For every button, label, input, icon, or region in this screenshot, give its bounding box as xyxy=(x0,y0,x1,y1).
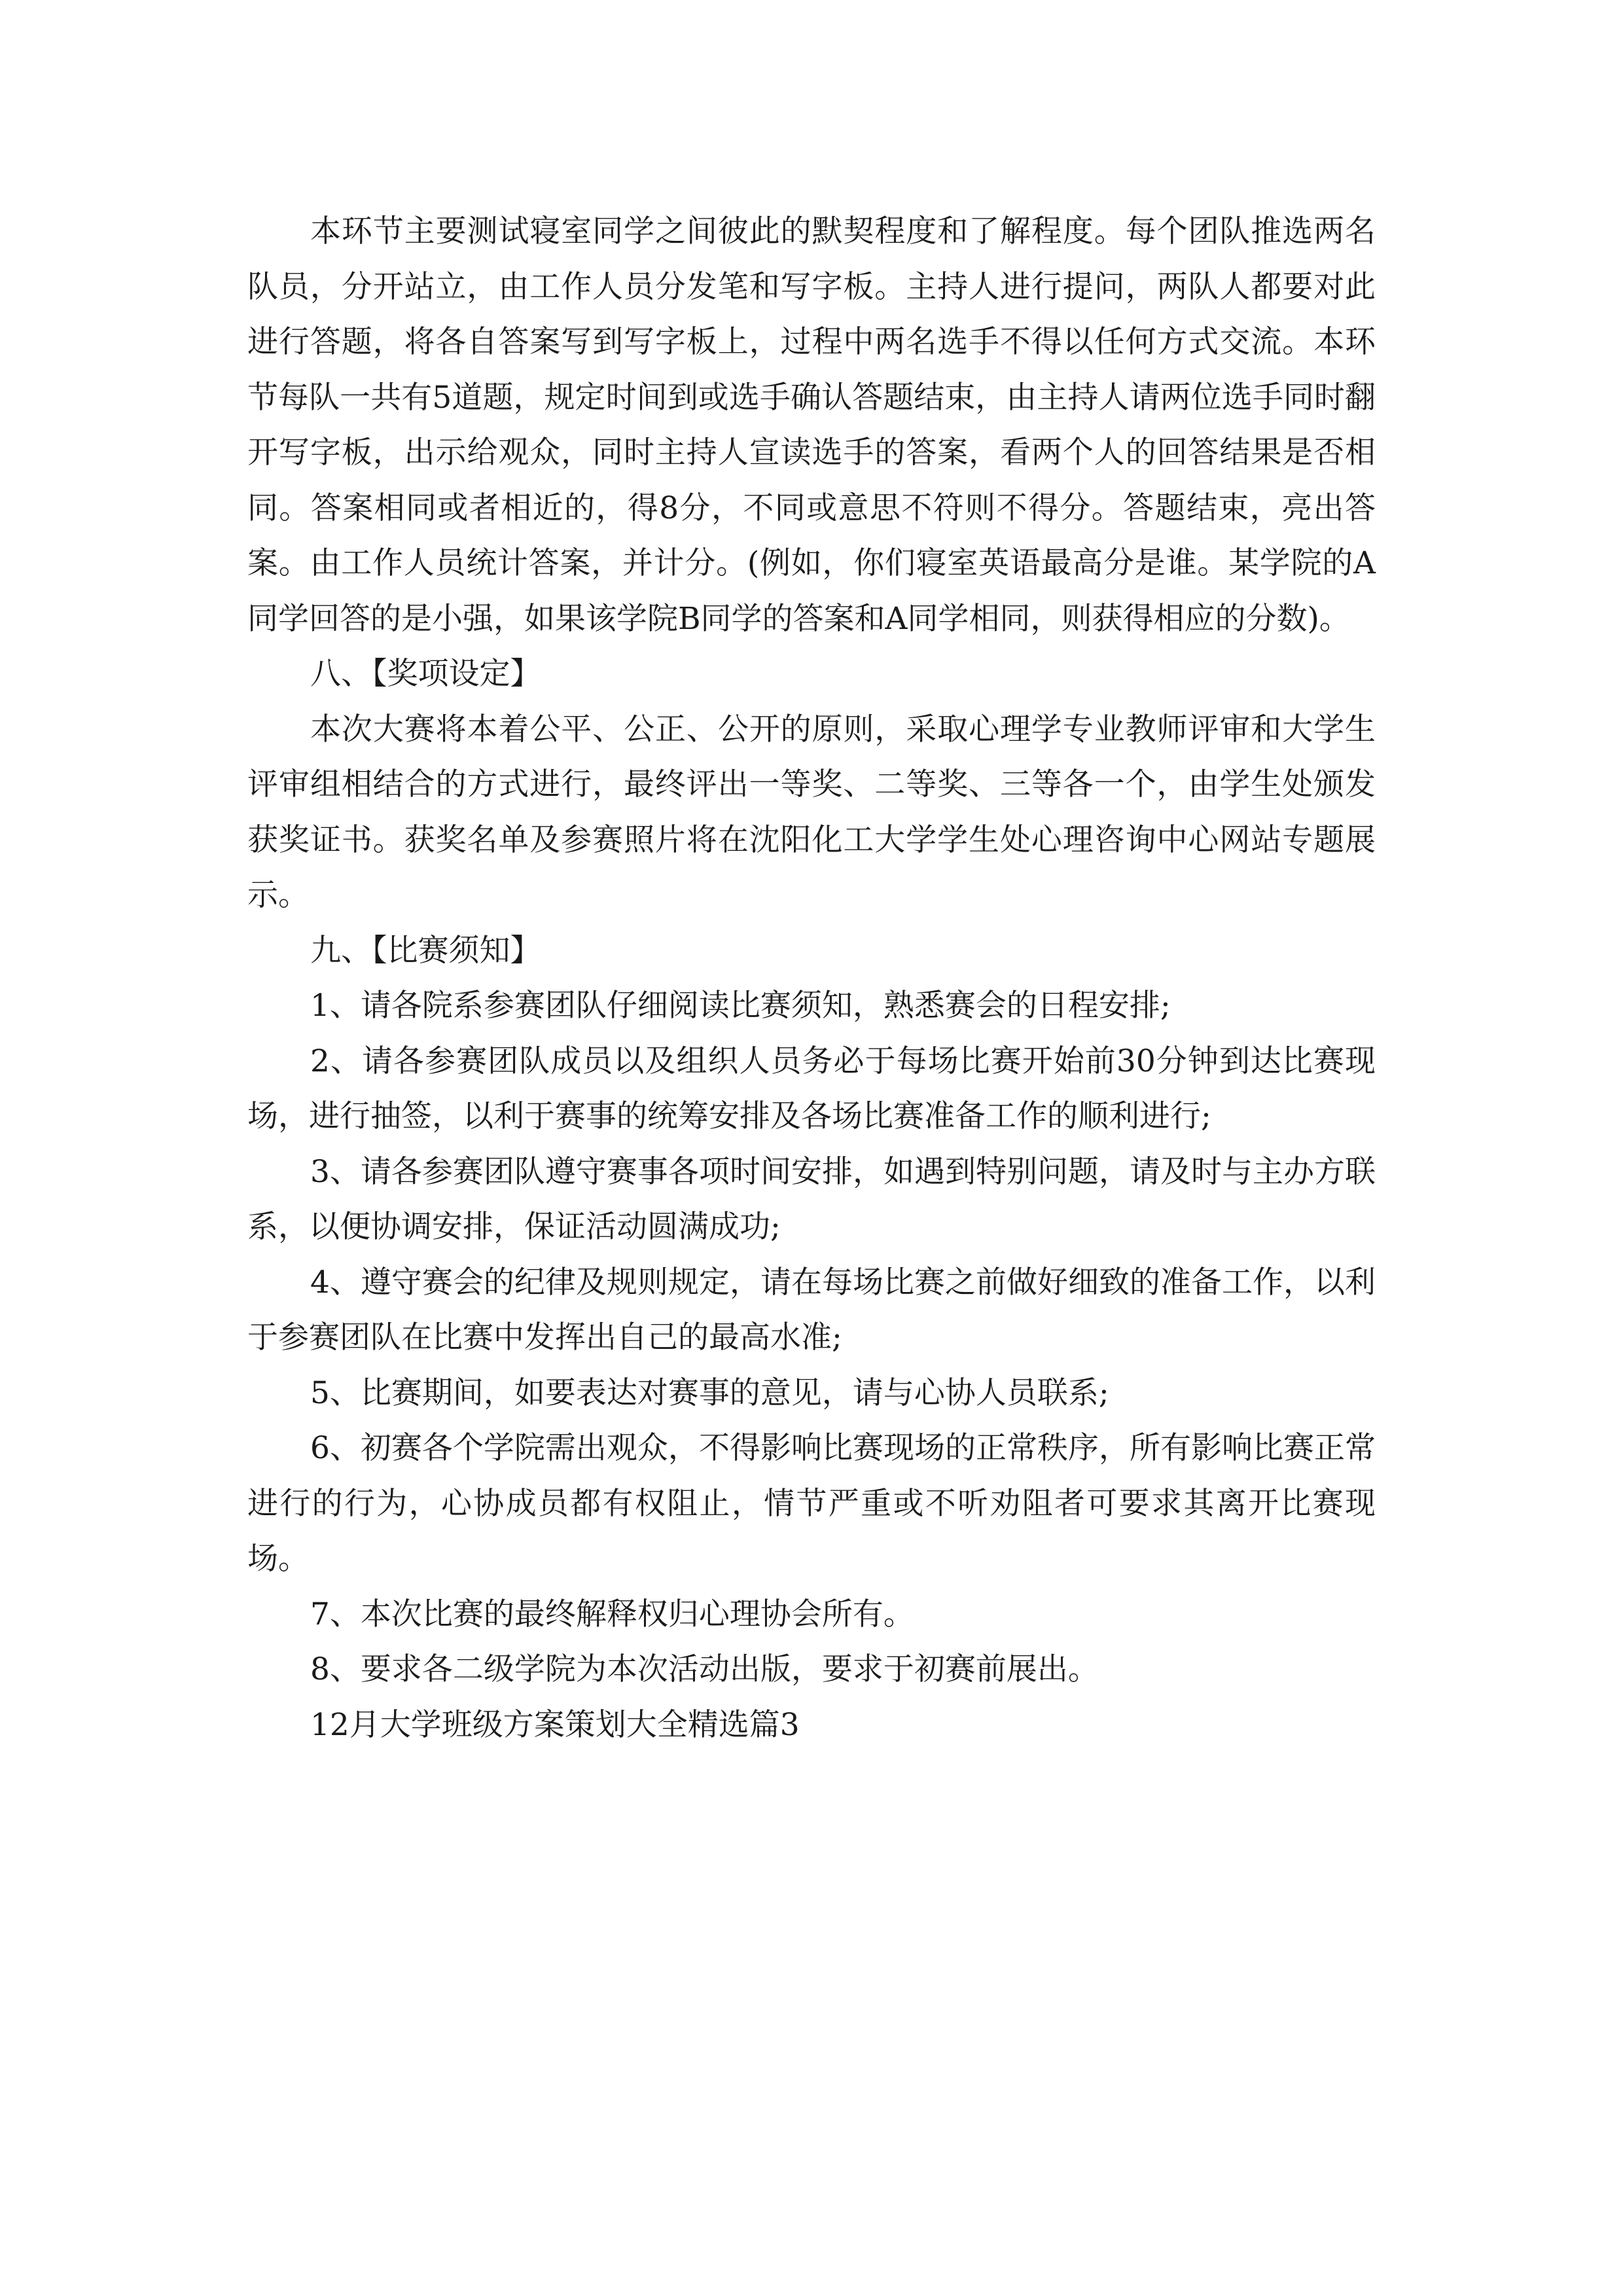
document-body xyxy=(247,204,1376,1753)
notice-item-3: 3、请各参赛团队遵守赛事各项时间安排，如遇到特别问题，请及时与主办方联系，以便协调安排，保证活动圆满成功; xyxy=(247,1153,1376,1245)
heading-awards: 八、【奖项设定】 xyxy=(310,656,541,692)
paragraph-tacit-understanding-rules: 本环节主要测试寝室同学之间彼此的默契程度和了解程度。每个团队推选两名队员，分开站立，由工作人员分发笔和写字板。主持人进行提问，两队人都要对此进行答题，将各自答案写到写字板上，过程中两名选手不得以任何方式交流。本环节每队一共有5道题，规定时间到或选手确认答题结束，由主持人请两位选手同时翻开写字板，出示给观众，同时主持人宣读选手的答案，看两个人的回答结果是否相同。答案相同或者相近的，得8分，不同或意思不符则不得分。答题结束，亮出答案。由工作人员统计答案，并计分。(例如，你们寝室英语最高分是谁。某学院的A同学回答的是小强，如果该学院B同学的答案和A同学相同，则获得相应的分数)。 xyxy=(247,213,1376,637)
notice-item-4: 4、遵守赛会的纪律及规则规定，请在每场比赛之前做好细致的准备工作，以利于参赛团队在比赛中发挥出自己的最高水准; xyxy=(247,1264,1376,1355)
notice-item-7: 7、本次比赛的最终解释权归心理协会所有。 xyxy=(310,1596,914,1632)
notice-item-2: 2、请各参赛团队成员以及组织人员务必于每场比赛开始前30分钟到达比赛现场，进行抽签，以利于赛事的统筹安排及各场比赛准备工作的顺利进行; xyxy=(247,1043,1376,1134)
notice-item-6: 6、初赛各个学院需出观众，不得影响比赛现场的正常秩序，所有影响比赛正常进行的行为，心协成员都有权阻止，情节严重或不听劝阻者可要求其离开比赛现场。 xyxy=(247,1430,1376,1577)
section-title-part-3: 12月大学班级方案策划大全精选篇3 xyxy=(310,1706,800,1743)
notice-item-5: 5、比赛期间，如要表达对赛事的意见，请与心协人员联系; xyxy=(310,1374,1109,1411)
paragraph-awards: 本次大赛将本着公平、公正、公开的原则，采取心理学专业教师评审和大学生评审组相结合的方式进行，最终评出一等奖、二等奖、三等各一个，由学生处颁发获奖证书。获奖名单及参赛照片将在沈阳化工大学学生处心理咨询中心网站专题展示。 xyxy=(247,711,1376,913)
notice-item-1: 1、请各院系参赛团队仔细阅读比赛须知，熟悉赛会的日程安排; xyxy=(310,988,1171,1024)
heading-competition-notes: 九、【比赛须知】 xyxy=(310,932,541,969)
notice-item-8: 8、要求各二级学院为本次活动出版，要求于初赛前展出。 xyxy=(310,1651,1099,1687)
